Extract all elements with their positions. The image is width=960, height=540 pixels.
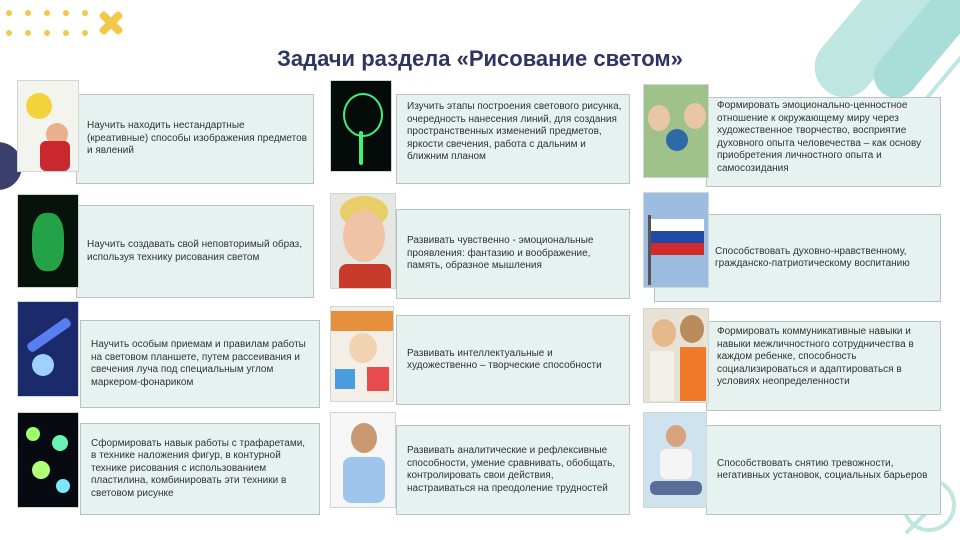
glowing-tree-drawing-image xyxy=(330,80,392,172)
decorative-cross-icon xyxy=(98,10,124,36)
task-text: Формировать коммуникативные навыки и навыки межличностного сотрудничества в каждом ребенке, способность социализироваться и адаптироваться в условиях неопределенности xyxy=(706,321,941,411)
task-text: Развивать интеллектуальные и художественно – творческие способности xyxy=(396,315,630,405)
glowing-stencil-drawings-image xyxy=(17,412,79,508)
thinking-boy-image xyxy=(330,412,396,508)
light-marker-pen-image xyxy=(17,301,79,397)
task-text: Научить особым приемам и правилам работы на световом планшете, путем рассеивания и свечения луча под специальным углом маркером-фонариком xyxy=(80,320,320,408)
children-holding-globe-image xyxy=(643,84,709,178)
smiling-boy-image xyxy=(330,193,396,289)
task-text: Формировать эмоционально-ценностное отношение к окружающему миру через художественное творчество, восприятие духовного опыта человечества – как основу приобретения личностного опыта и самосозидания xyxy=(706,97,941,187)
page-title: Задачи раздела «Рисование светом» xyxy=(277,46,683,71)
child-drawing-with-light-image xyxy=(17,80,79,172)
child-with-crafts-image xyxy=(330,306,394,402)
two-children-talking-image xyxy=(643,308,709,403)
task-text: Научить находить нестандартные (креативные) способы изображения предметов и явлений xyxy=(76,94,314,184)
task-text: Изучить этапы построения светового рисунка, очередность нанесения линий, для создания пространственных изменений предметов, яркости свечения, работа с дальним и ближним планом xyxy=(396,94,630,184)
task-text: Развивать аналитические и рефлексивные способности, умение сравнивать, обобщать, контролировать свои действия, настраиваться на преодоление трудностей xyxy=(396,425,630,515)
task-text: Сформировать навык работы с трафаретами, в технике наложения фигур, в контурной технике рисования с использованием пластилина, комбинировать эти техники в световом рисунке xyxy=(80,423,320,515)
task-text: Способствовать духовно-нравственному, гражданско-патриотическому воспитанию xyxy=(654,214,941,302)
task-text: Развивать чувственно - эмоциональные проявления: фантазию и воображение, память, образное мышления xyxy=(396,209,630,299)
task-text: Научить создавать свой неповторимый образ, используя технику рисования светом xyxy=(76,205,314,298)
glowing-green-figure-image xyxy=(17,194,79,288)
task-text: Способствовать снятию тревожности, негативных установок, социальных барьеров xyxy=(706,425,941,515)
russian-flag-image xyxy=(643,192,709,288)
decorative-dots xyxy=(6,8,96,42)
child-meditating-image xyxy=(643,412,707,508)
